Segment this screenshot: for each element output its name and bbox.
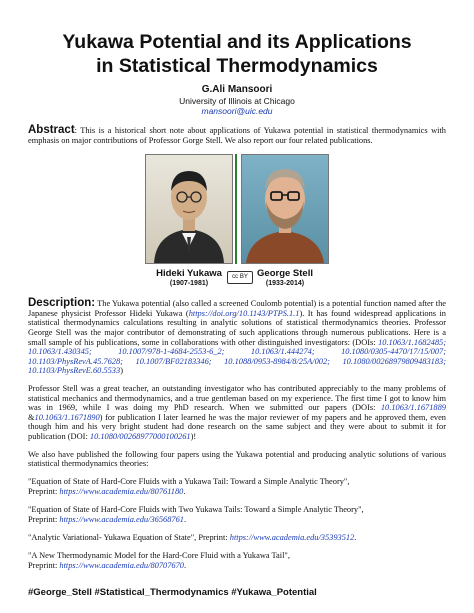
- portraits-figure: [142, 154, 332, 292]
- stell-doi-links[interactable]: 10.1063/1.1682485; 10.1063/1.430345; 10.1007/978-1-4684-2553-6_2; 10.1063/1.444274; 10.1080/0305-4470/17/15/007; 10.1103/PhysRevA.45.7628; 10.1007/BF02183346; 10.1088/0953-8984/8/25A/002; 10.1080/00268979809483183; 10.1103/PhysRevE.60.5533: [28, 337, 446, 376]
- stell-text-a: Professor Stell was a great teacher, an outstanding investigator who has contributed appreciably to the many problems of statistical mechanics and thermodynamics, and a true gentleman based on my experience. The first time I got to know him was in 1969, while I was doing my PhD research. When we submitted our papers (DOIs:: [28, 383, 446, 413]
- paper-ref-3: [28, 533, 446, 543]
- paper-ref-2-prefix: Preprint:: [28, 514, 60, 524]
- paper-ref-2: [28, 505, 446, 525]
- stell-portrait-drawing: [242, 155, 328, 263]
- author-affiliation: University of Illinois at Chicago: [179, 96, 295, 106]
- stell-text-b: ) for publication I later learned he was the major reviewer of my papers and he approved them, even though him and his very bright student had done research on the same subject and they were about to submit it for publication (DOI:: [28, 412, 446, 441]
- four-papers-intro: We also have published the following four papers using the Yukawa potential and producing analytic solutions of various statistical thermodynamics theories:: [28, 449, 446, 469]
- mansoori-doi-link-1[interactable]: 10.1063/1.1671889: [380, 403, 446, 413]
- hashtags: #George_Stell #Statistical_Thermodynamics #Yukawa_Potential: [28, 586, 317, 598]
- yukawa-years: (1907-1981): [169, 280, 209, 288]
- paper-ref-4: [28, 551, 446, 571]
- stell-caption: George Stell: [257, 268, 313, 280]
- paper-ref-1-prefix: Preprint:: [28, 486, 60, 496]
- paper-ref-4-suffix: .: [183, 560, 187, 570]
- title-line-1: Yukawa Potential and its Applications: [62, 31, 412, 53]
- stell-years: (1933-2014): [265, 280, 305, 288]
- paper-ref-1-title: "Equation of State of Hard-Core Fluids with a Yukawa Tail: Toward a Simple Analytic Theory",: [28, 476, 350, 486]
- paper-ref-3-suffix: .: [354, 532, 357, 542]
- student-doi-link[interactable]: 10.1080/00268977000100261: [89, 431, 191, 441]
- paper-ref-2-suffix: .: [183, 514, 187, 524]
- author-name: G.Ali Mansoori: [201, 84, 273, 95]
- description-text-c: ): [120, 366, 123, 376]
- paper-ref-3-link[interactable]: https://www.academia.edu/35393512: [229, 532, 355, 542]
- figure-divider: [235, 154, 237, 264]
- description-paragraph: [28, 299, 446, 376]
- cc-license-icon: cc BY: [227, 271, 253, 284]
- paper-ref-1-suffix: .: [183, 486, 186, 496]
- abstract-label: Abstract: [28, 124, 75, 136]
- yukawa-doi-link[interactable]: https://doi.org/10.1143/PTPS.1.1: [188, 308, 300, 318]
- paper-ref-1: [28, 477, 446, 497]
- stell-amp: &: [28, 412, 35, 422]
- description-label: Description:: [28, 297, 96, 310]
- yukawa-portrait-drawing: [146, 155, 232, 263]
- title-line-2: in Statistical Thermodynamics: [96, 55, 378, 77]
- paper-ref-1-link[interactable]: https://www.academia.edu/80761180: [59, 486, 184, 496]
- description-text-b: ). It has found widespread applications in statistical thermodynamics calculations resulting in analytic solutions of statistical thermodynamics theories. Professor George Stell was the major contributor of demonstrating of such applications through numerous publications. Here is a small sample of his publications, some in collaborations with other distinguished investigators: (DOIs:: [28, 308, 446, 347]
- paper-ref-2-title: "Equation of State of Hard-Core Fluids with Two Yukawa Tails: Toward a Simple Analytic Theory",: [28, 504, 364, 514]
- abstract-text: : This is a historical short note about applications of Yukawa potential in statistical thermodynamics with emphasis on major contributions of Professor Gorge Stell. We also report our four related publications.: [28, 126, 446, 145]
- abstract-paragraph: [28, 126, 446, 145]
- paper-ref-3-title: "Analytic Variational- Yukawa Equation of State", Preprint:: [28, 532, 230, 542]
- stell-paragraph: [28, 384, 446, 442]
- mansoori-doi-link-2[interactable]: 10.1063/1.1671890: [34, 412, 100, 422]
- description-text-a: The Yukawa potential (also called a screened Coulomb potential) is a potential function named after the Japanese physicist Professor Hideki Yukawa (: [28, 299, 446, 318]
- yukawa-caption: Hideki Yukawa: [156, 268, 222, 280]
- paper-ref-4-title: "A New Thermodynamic Model for the Hard-Core Fluid with a Yukawa Tail",: [28, 550, 290, 560]
- paper-ref-4-link[interactable]: https://www.academia.edu/80707670: [59, 560, 184, 570]
- stell-portrait: [241, 154, 329, 264]
- author-email[interactable]: mansoori@uic.edu: [201, 106, 273, 116]
- paper-ref-4-prefix: Preprint:: [28, 560, 60, 570]
- paper-title: [28, 30, 446, 78]
- paper-ref-2-link[interactable]: https://www.academia.edu/36568761: [59, 514, 184, 524]
- stell-text-c: )!: [190, 431, 197, 441]
- yukawa-portrait: [145, 154, 233, 264]
